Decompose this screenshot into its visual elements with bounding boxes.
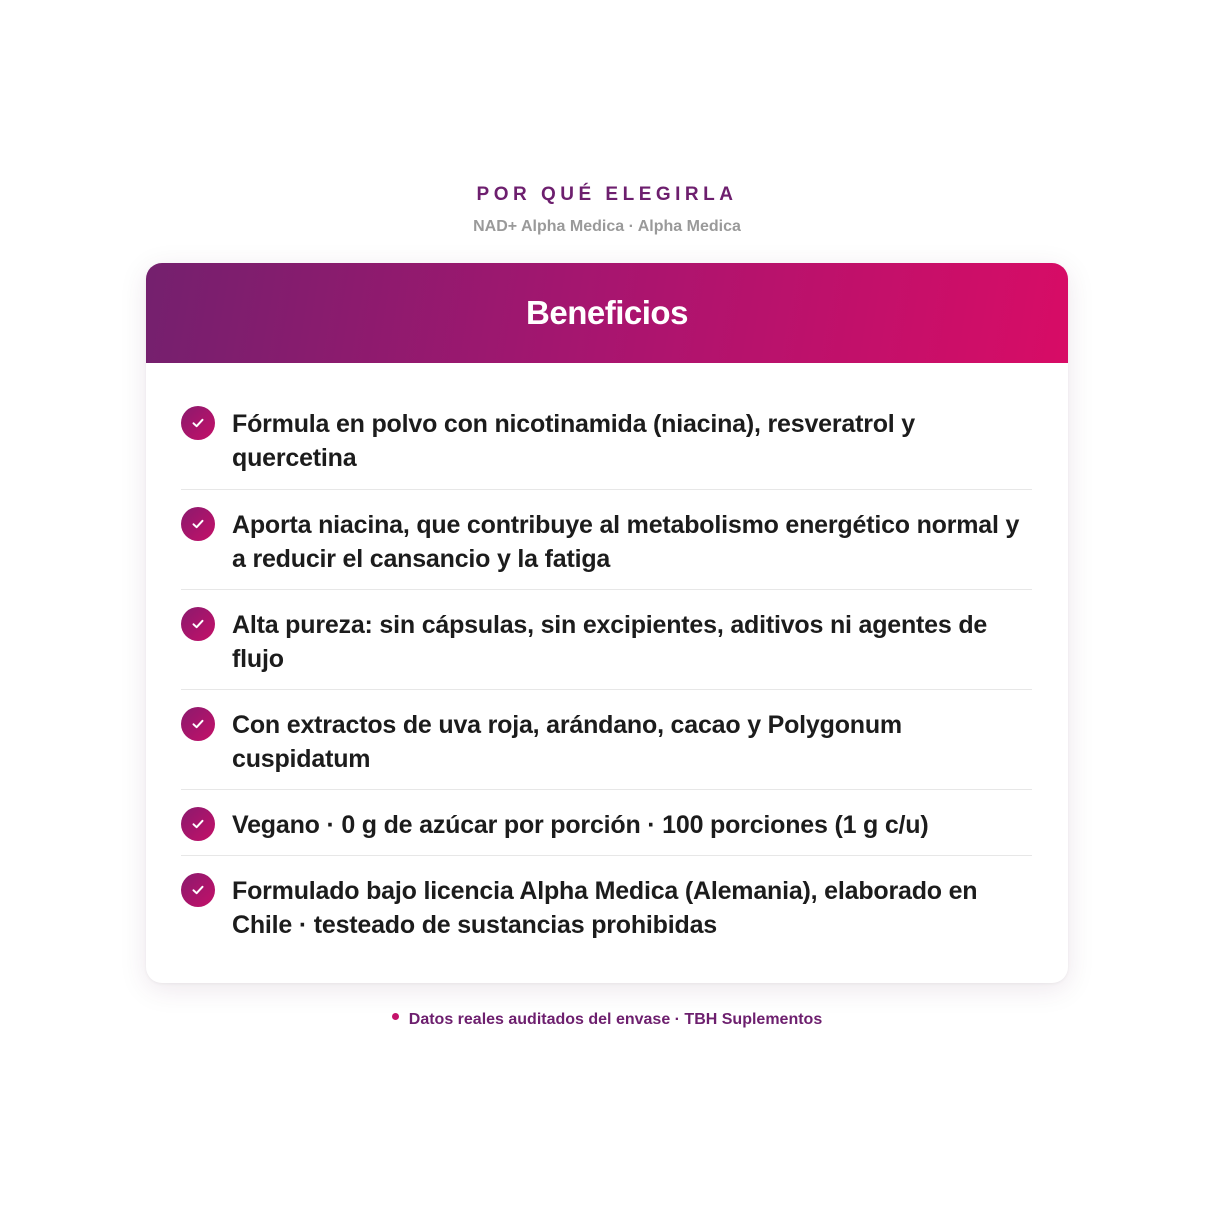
list-item-text: Con extractos de uva roja, arándano, cacao y Polygonum cuspidatum xyxy=(232,711,902,773)
check-icon xyxy=(181,807,215,841)
list-item-text: Alta pureza: sin cápsulas, sin excipientes, aditivos ni agentes de flujo xyxy=(232,611,988,673)
list-item xyxy=(181,490,1032,590)
section-eyebrow: POR QUÉ ELEGIRLA xyxy=(476,184,738,205)
list-item xyxy=(181,790,1032,856)
product-subtitle: NAD+ Alpha Medica · Alpha Medica xyxy=(473,218,741,235)
check-icon xyxy=(181,873,215,907)
list-item xyxy=(181,690,1032,790)
check-icon xyxy=(181,406,215,440)
check-icon xyxy=(181,607,215,641)
footer-note-text: Datos reales auditados del envase · TBH Suplementos xyxy=(408,1011,823,1028)
list-item-text: Vegano · 0 g de azúcar por porción · 100 porciones (1 g c/u) xyxy=(232,811,929,839)
benefits-list xyxy=(181,363,1032,966)
list-item-text: Aporta niacina, que contribuye al metabolismo energético normal y a reducir el cansancio y la fatiga xyxy=(232,511,1020,573)
check-icon xyxy=(181,707,215,741)
bullet-dot-icon xyxy=(392,1013,399,1020)
list-item xyxy=(181,856,1032,966)
benefits-card xyxy=(146,263,1068,983)
list-item-text: Formulado bajo licencia Alpha Medica (Alemania), elaborado en Chile · testeado de sustancias prohibidas xyxy=(232,877,978,939)
card-title: Beneficios xyxy=(526,294,688,331)
list-item xyxy=(181,363,1032,490)
list-item-text: Fórmula en polvo con nicotinamida (niacina), resveratrol y quercetina xyxy=(232,410,916,472)
footer-note xyxy=(0,1011,1214,1029)
check-icon xyxy=(181,507,215,541)
card-header xyxy=(146,263,1068,363)
list-item xyxy=(181,590,1032,690)
